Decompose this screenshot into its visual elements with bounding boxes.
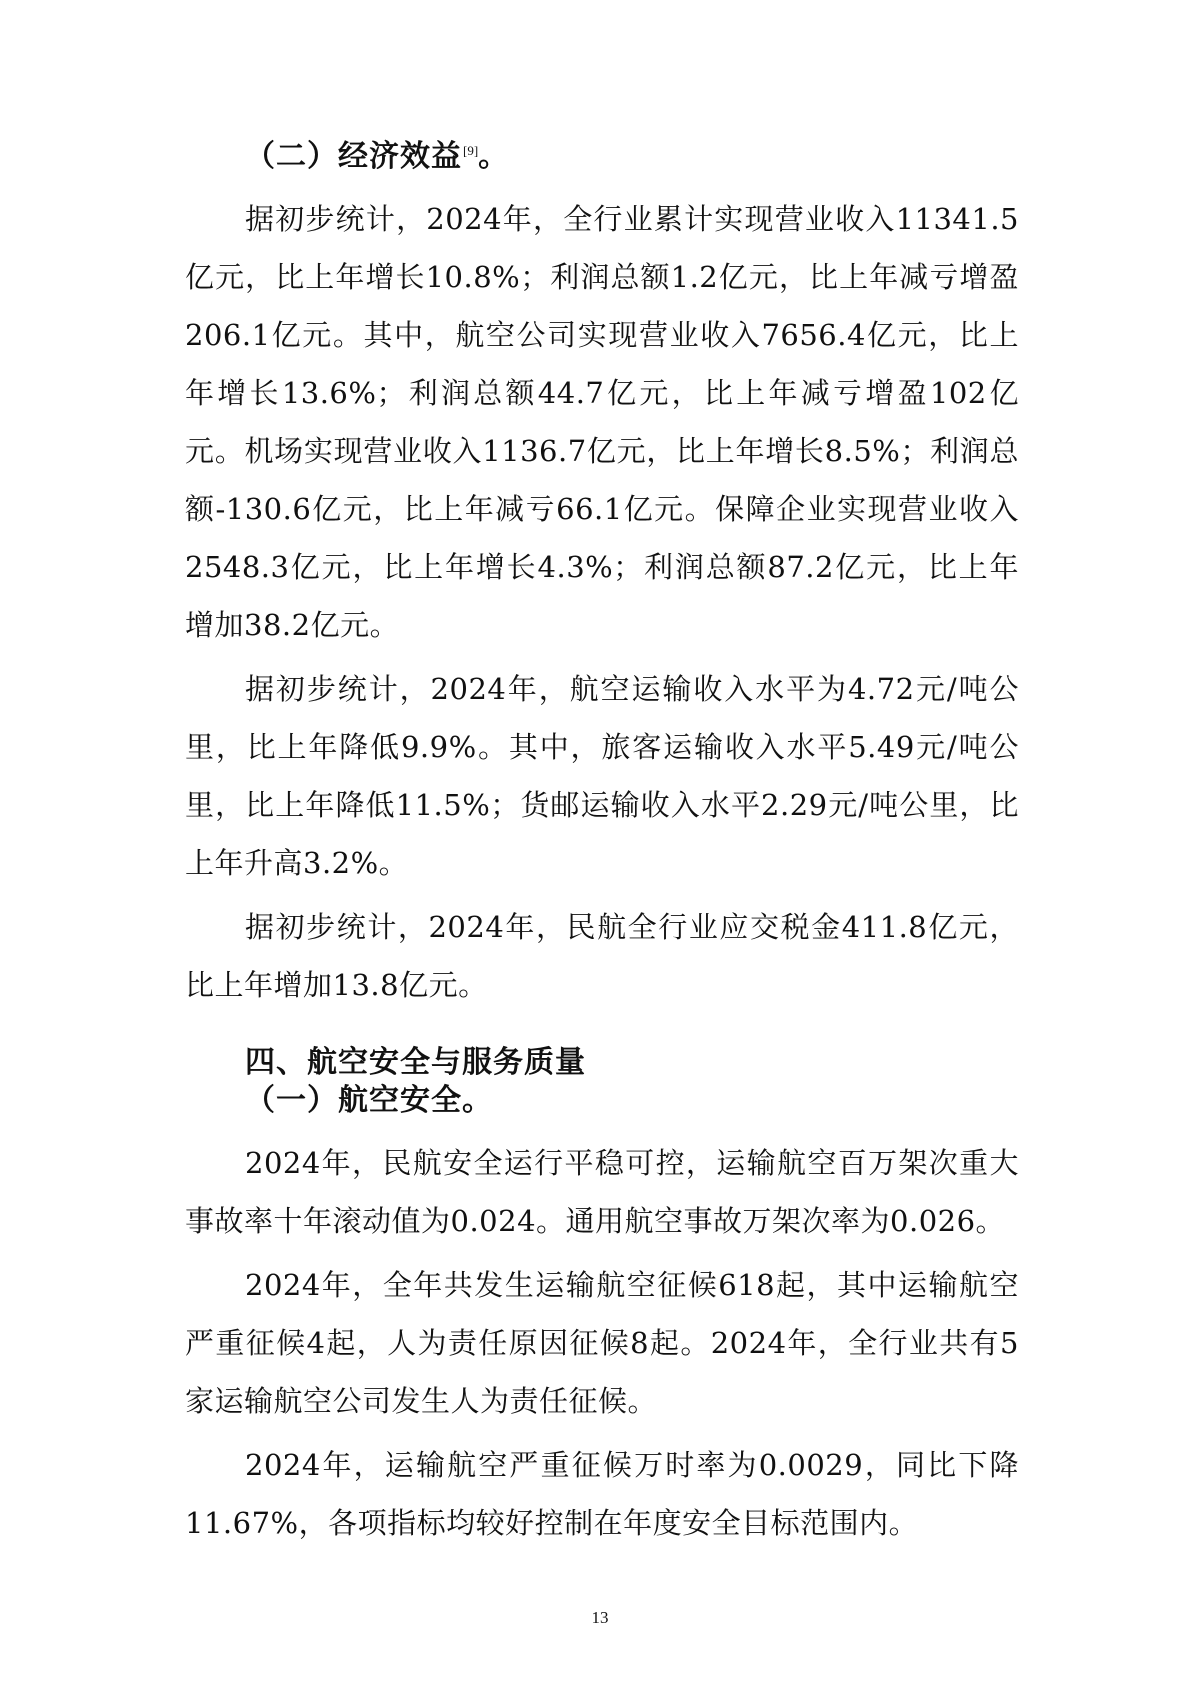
paragraph-revenue: 据初步统计，2024年，全行业累计实现营业收入11341.5亿元，比上年增长10.8%；利润总额1.2亿元，比上年减亏增盈206.1亿元。其中，航空公司实现营业收入7656.4亿元，比上年增长13.6%；利润总额44.7亿元，比上年减亏增盈102亿元。机场实现营业收入1136.7亿元，比上年增长8.5%；利润总额-130.6亿元，比上年减亏66.1亿元。保障企业实现营业收入2548.3亿元，比上年增长4.3%；利润总额87.2亿元，比上年增加38.2亿元。 bbox=[185, 202, 1019, 642]
subsection-heading-aviation-safety: （一）航空安全。 bbox=[245, 1083, 493, 1118]
paragraph-taxes: 据初步统计，2024年，民航全行业应交税金411.8亿元，比上年增加13.8亿元。 bbox=[185, 910, 1019, 1002]
section-heading-economic-benefits bbox=[185, 138, 1019, 176]
page-number: 13 bbox=[591, 1608, 609, 1627]
paragraph-accident-rate: 2024年，民航安全运行平稳可控，运输航空百万架次重大事故率十年滚动值为0.024。通用航空事故万架次率为0.026。 bbox=[185, 1146, 1019, 1238]
paragraph-incident-rate: 2024年，运输航空严重征候万时率为0.0029，同比下降11.67%，各项指标均较好控制在年度安全目标范围内。 bbox=[185, 1448, 1019, 1540]
footnote-reference[interactable]: [9] bbox=[463, 143, 479, 158]
paragraph-incidents: 2024年，全年共发生运输航空征候618起，其中运输航空严重征候4起，人为责任原因征候8起。2024年，全行业共有5家运输航空公司发生人为责任征候。 bbox=[185, 1268, 1019, 1418]
section-heading-safety-service: 四、航空安全与服务质量 bbox=[245, 1045, 586, 1080]
heading-punctuation: 。 bbox=[478, 139, 510, 174]
heading-text: （二）经济效益 bbox=[245, 139, 462, 174]
paragraph-transport-income: 据初步统计，2024年，航空运输收入水平为4.72元/吨公里，比上年降低9.9%。其中，旅客运输收入水平5.49元/吨公里，比上年降低11.5%；货邮运输收入水平2.29元/吨公里，比上年升高3.2%。 bbox=[185, 672, 1019, 880]
page-content bbox=[185, 138, 1019, 1558]
